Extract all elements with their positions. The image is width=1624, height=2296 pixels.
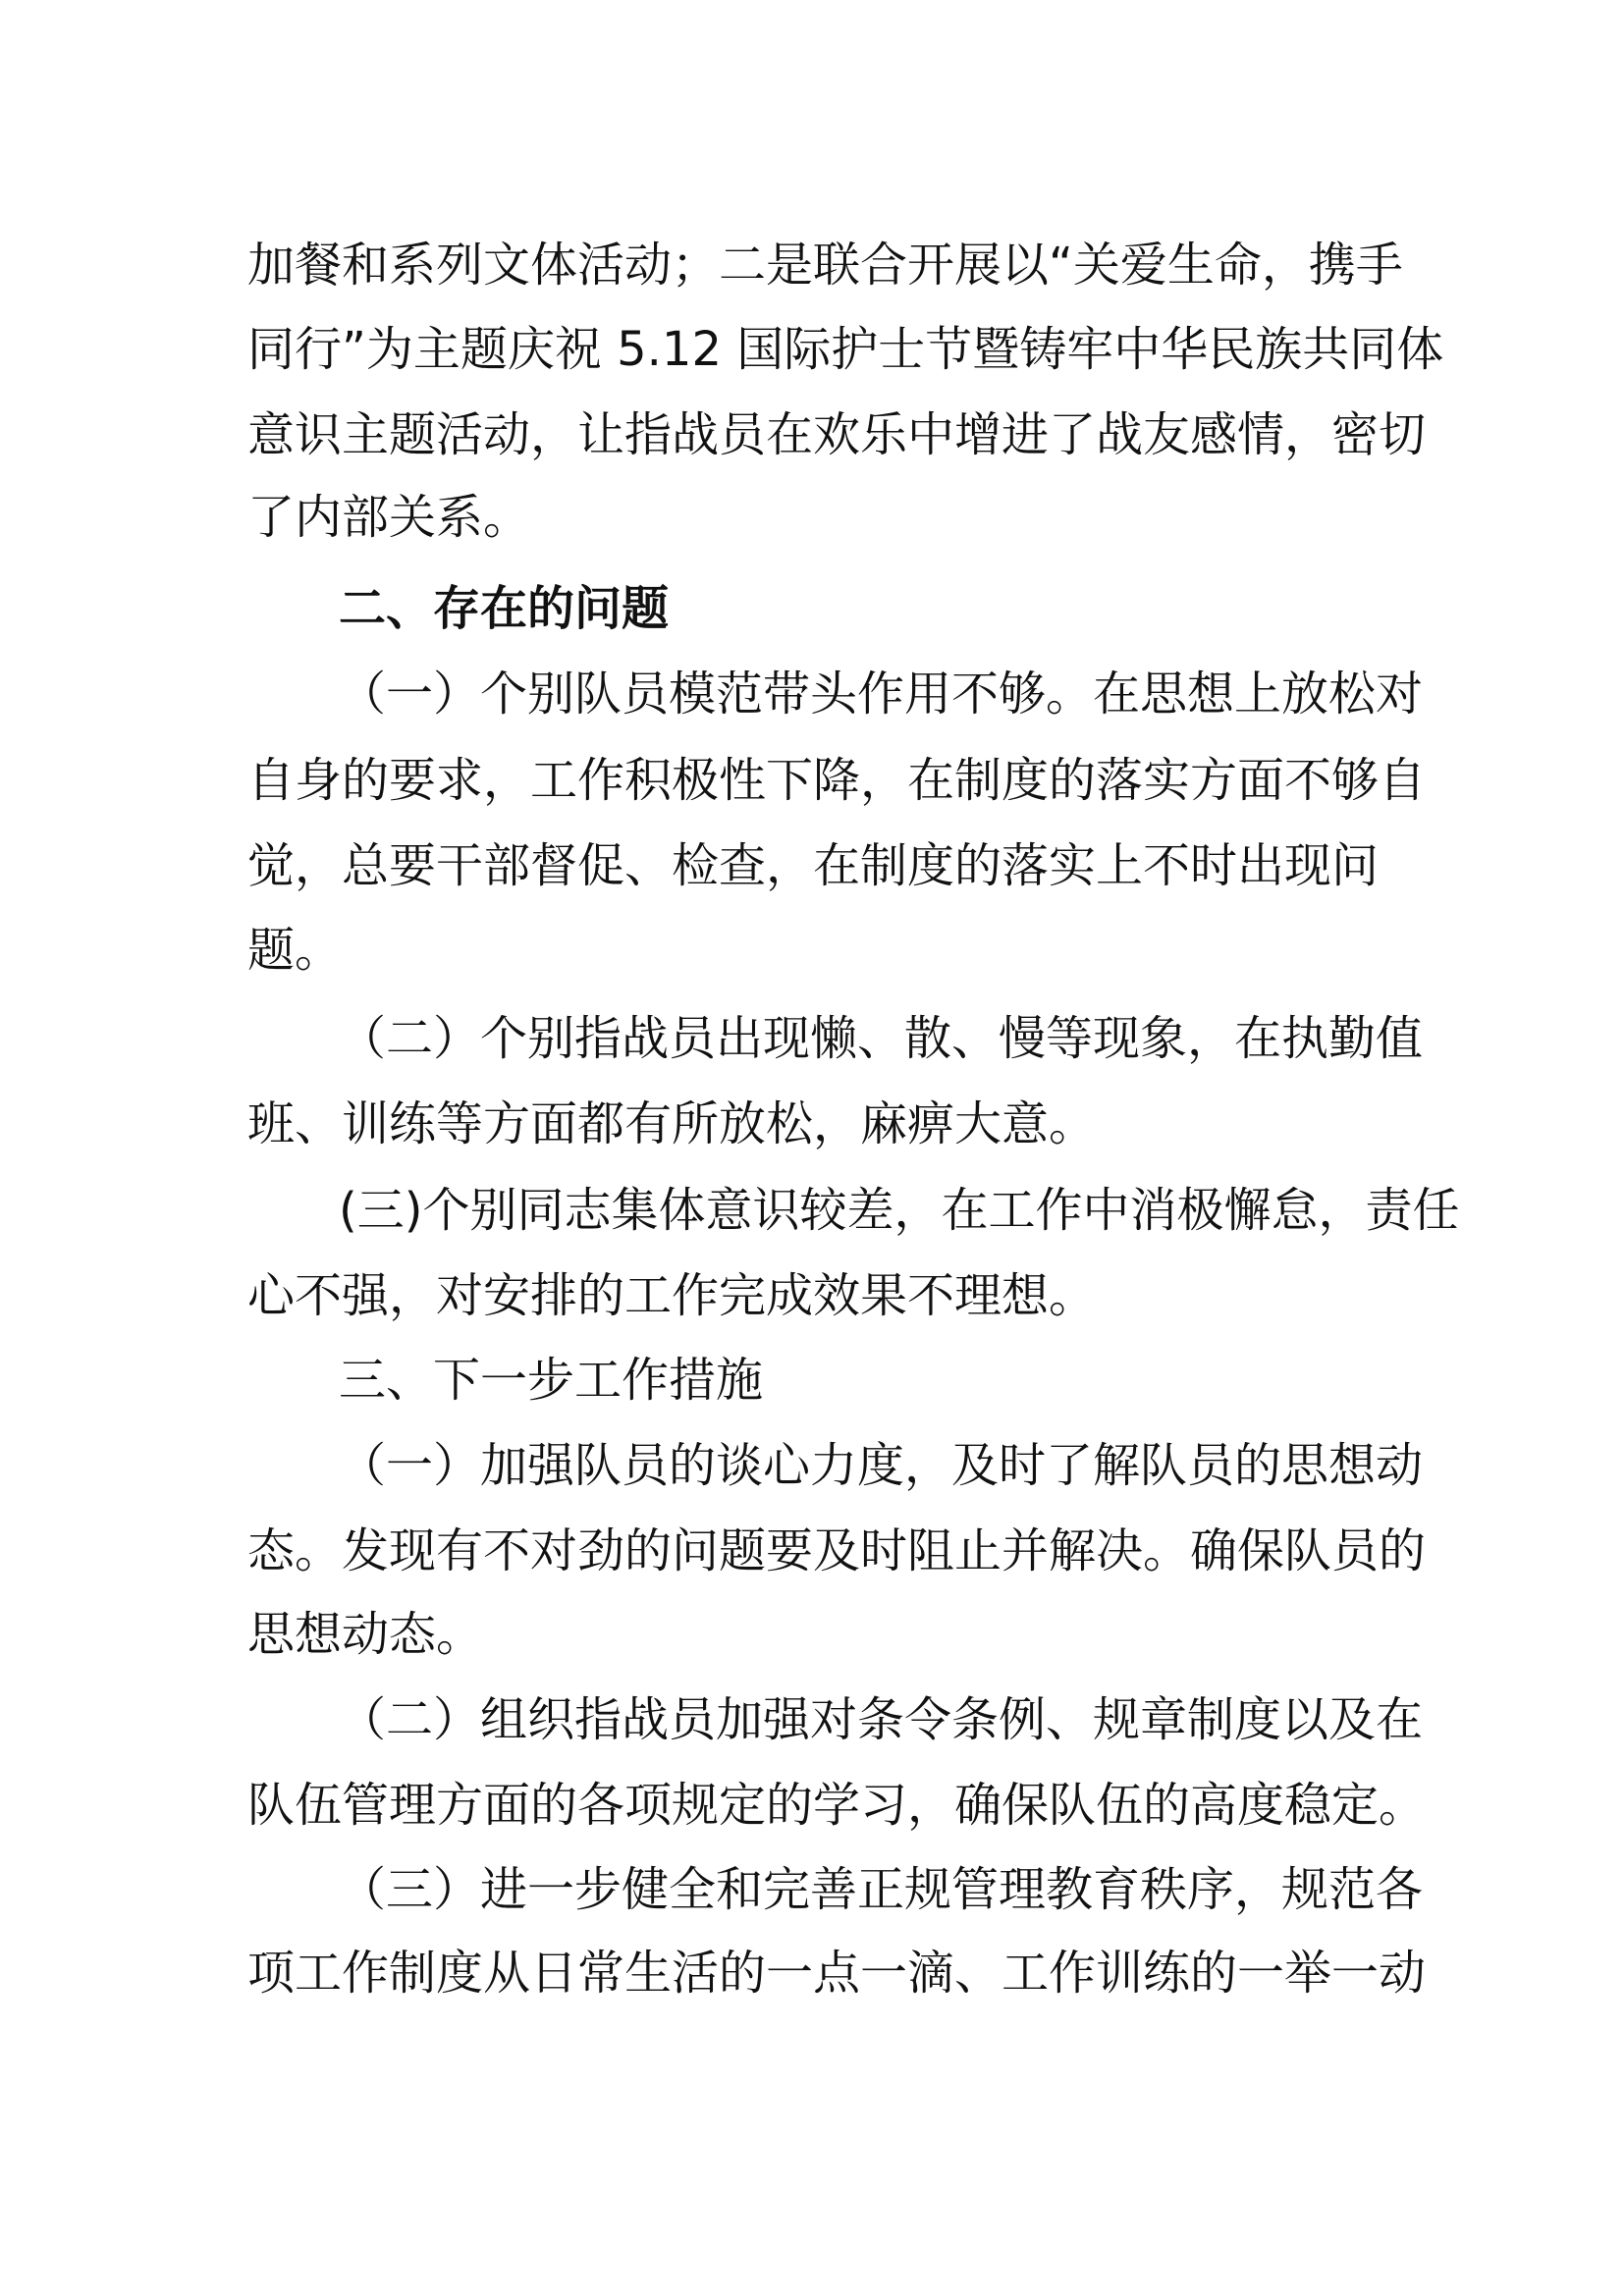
text-line: 思想动态。 bbox=[247, 1607, 484, 1662]
text-line: (三)个别同志集体意识较差，在工作中消极懈怠，责任 bbox=[339, 1183, 1460, 1238]
text-line: （一）加强队员的谈心力度，及时了解队员的思想动 bbox=[339, 1438, 1424, 1493]
text-line: 同行”为主题庆祝 5.12 国际护士节暨铸牢中华民族共同体 bbox=[247, 322, 1444, 377]
text-line: （二）组织指战员加强对条令条例、规章制度以及在 bbox=[339, 1692, 1424, 1747]
text-line: （三）进一步健全和完善正规管理教育秩序，规范各 bbox=[339, 1862, 1424, 1917]
text-line: 加餐和系列文体活动；二是联合开展以“关爱生命，携手 bbox=[247, 238, 1403, 293]
text-line: 队伍管理方面的各项规定的学习，确保队伍的高度稳定。 bbox=[247, 1778, 1427, 1833]
text-line: 班、训练等方面都有所放松，麻痹大意。 bbox=[247, 1096, 1097, 1151]
text-line: （一）个别队员模范带头作用不够。在思想上放松对 bbox=[339, 667, 1424, 721]
text-line: 觉，总要干部督促、检查，在制度的落实上不时出现问 bbox=[247, 838, 1380, 893]
text-line: 了内部关系。 bbox=[247, 490, 531, 545]
text-line: 项工作制度从日常生活的一点一滴、工作训练的一举一动 bbox=[247, 1946, 1427, 2001]
text-line: 态。发现有不对劲的问题要及时阻止并解决。确保队员的 bbox=[247, 1523, 1427, 1578]
section-heading-measures: 三、下一步工作措施 bbox=[339, 1353, 764, 1408]
section-heading-problems: 二、存在的问题 bbox=[339, 581, 670, 636]
text-line: 自身的要求，工作积极性下降，在制度的落实方面不够自 bbox=[247, 753, 1427, 808]
text-line: （二）个别指战员出现懒、散、慢等现象，在执勤值 bbox=[339, 1011, 1424, 1066]
text-line: 题。 bbox=[247, 923, 343, 978]
text-line: 心不强，对安排的工作完成效果不理想。 bbox=[247, 1268, 1097, 1323]
text-line: 意识主题活动，让指战员在欢乐中增进了战友感情，密切 bbox=[247, 407, 1427, 462]
